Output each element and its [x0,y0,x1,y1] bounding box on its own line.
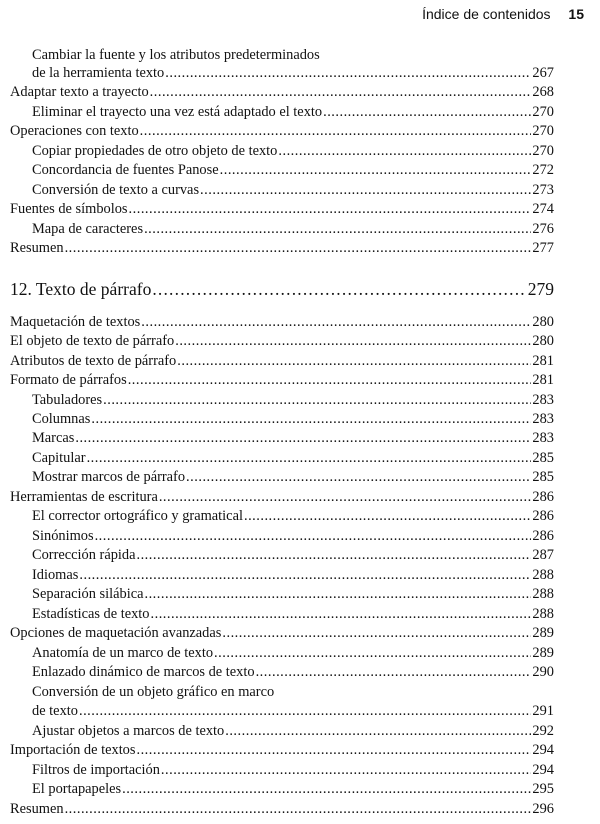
toc-entry [32,546,554,564]
toc-entry [32,644,554,662]
toc-page: 294 [532,742,554,758]
toc-entry-first-line: Cambiar la fuente y los atributos predeterminados [32,47,320,63]
toc-label: 12. Texto de párrafo [10,279,152,299]
dot-leader [161,761,532,779]
toc-label: Concordancia de fuentes Panose [32,162,219,178]
toc-label: Adaptar texto a trayecto [10,84,149,100]
dot-leader [79,566,531,584]
dot-leader [144,585,531,603]
toc-page: 283 [532,430,554,446]
toc-entry [32,220,554,238]
toc-entry [10,332,554,350]
dot-leader [323,103,531,121]
dot-leader [222,624,531,642]
toc-label: Filtros de importación [32,762,160,778]
toc-label: de texto [32,703,78,719]
toc-label: Marcas [32,430,75,446]
toc-label: Sinónimos [32,528,94,544]
dot-leader [65,239,532,257]
toc-label: Opciones de maquetación avanzadas [10,625,222,641]
toc-page: 272 [532,162,554,178]
toc-label: Copiar propiedades de otro objeto de texto [32,143,278,159]
toc-page: 288 [532,606,554,622]
dot-leader [150,83,532,101]
toc-label: Capitular [32,450,86,466]
toc-page: 291 [532,703,554,719]
toc-entry [32,429,554,447]
toc-label: El corrector ortográfico y gramatical [32,508,243,524]
dot-leader [256,663,532,681]
toc-label: Ajustar objetos a marcos de texto [32,723,225,739]
dot-leader [244,507,531,525]
dot-leader [91,410,531,428]
toc-page: 285 [532,469,554,485]
toc-page: 288 [532,586,554,602]
toc-label: de la herramienta texto [32,65,165,81]
toc-page: 281 [532,372,554,388]
toc-entry [10,200,554,218]
toc-label: Resumen [10,240,64,256]
toc-page: 267 [532,65,554,81]
toc-page: 285 [532,450,554,466]
dot-leader [87,449,532,467]
toc-label: Operaciones con texto [10,123,139,139]
toc-label: Mostrar marcos de párrafo [32,469,186,485]
toc-entry [32,64,554,82]
toc-label: Fuentes de símbolos [10,201,128,217]
toc-entry [32,449,554,467]
toc-page: 286 [532,528,554,544]
toc-label: Corrección rápida [32,547,136,563]
toc-label: Mapa de caracteres [32,221,144,237]
toc-label: Formato de párrafos [10,372,127,388]
toc-label: Separación silábica [32,586,144,602]
toc-entry [32,585,554,603]
toc-entry [10,83,554,101]
toc-page: 292 [532,723,554,739]
toc-page: 286 [532,508,554,524]
toc-label: El portapapeles [32,781,122,797]
toc-page: 276 [532,221,554,237]
toc-page: 279 [527,279,554,299]
toc-entry [32,566,554,584]
toc-page: 289 [532,645,554,661]
toc-page: 280 [532,333,554,349]
toc-entry-first-line: Conversión de un objeto gráfico en marco [32,684,275,700]
dot-leader [214,644,531,662]
toc-page: 280 [532,314,554,330]
toc-entry [10,371,554,389]
toc-entry [32,780,554,798]
toc-entry [32,507,554,525]
toc-page: 268 [532,84,554,100]
dot-leader [152,278,526,300]
toc-entry [32,391,554,409]
dot-leader [136,741,531,759]
toc-entry [32,761,554,779]
toc-entry [10,624,554,642]
dot-leader [79,702,531,720]
toc-entry [10,352,554,370]
page-number: 15 [568,6,584,22]
toc-page: 296 [532,801,554,817]
toc-page: 273 [532,182,554,198]
toc-entry [10,239,554,257]
toc-entry [32,605,554,623]
dot-leader [278,142,531,160]
toc-page: 289 [532,625,554,641]
toc-label: Conversión de texto a curvas [32,182,200,198]
toc-label: Importación de textos [10,742,136,758]
dot-leader [122,780,531,798]
toc-page: 283 [532,392,554,408]
dot-leader [200,181,531,199]
toc-page: 270 [532,143,554,159]
toc-label: Eliminar el trayecto una vez está adaptado el texto [32,104,323,120]
running-header [422,6,584,22]
toc-page: 286 [532,489,554,505]
toc-entry [10,488,554,506]
toc-page: 270 [532,123,554,139]
dot-leader [136,546,531,564]
toc-entry [10,313,554,331]
dot-leader [225,722,531,740]
toc-page: 287 [532,547,554,563]
toc-page: 295 [532,781,554,797]
dot-leader [128,371,532,389]
toc-page: 281 [532,353,554,369]
toc-label: Maquetación de textos [10,314,141,330]
dot-leader [65,800,532,818]
toc-entry [10,122,554,140]
toc-entry [32,722,554,740]
toc-label: Idiomas [32,567,79,583]
dot-leader [175,332,531,350]
toc-page: 270 [532,104,554,120]
toc-label: Anatomía de un marco de texto [32,645,214,661]
toc-entry [10,800,554,818]
toc-page: 294 [532,762,554,778]
toc-label: Enlazado dinámico de marcos de texto [32,664,255,680]
dot-leader [144,220,531,238]
toc-label: Tabuladores [32,392,103,408]
dot-leader [75,429,531,447]
toc-page: 277 [532,240,554,256]
toc-label: Estadísticas de texto [32,606,150,622]
dot-leader [141,313,531,331]
toc-entry [32,527,554,545]
toc-chapter-heading [10,278,554,300]
dot-leader [95,527,532,545]
toc-label: Herramientas de escritura [10,489,158,505]
toc-page: 290 [532,664,554,680]
toc-entry [32,181,554,199]
dot-leader [129,200,532,218]
toc-label: Atributos de texto de párrafo [10,353,177,369]
running-header-title: Índice de contenidos [422,6,551,22]
dot-leader [177,352,531,370]
toc-label: Resumen [10,801,64,817]
toc-entry [32,410,554,428]
toc-page: 288 [532,567,554,583]
toc-label: El objeto de texto de párrafo [10,333,175,349]
toc-entry [32,161,554,179]
dot-leader [165,64,531,82]
toc-page: 274 [532,201,554,217]
dot-leader [140,122,532,140]
toc-label: Columnas [32,411,91,427]
dot-leader [186,468,531,486]
dot-leader [151,605,532,623]
toc-entry [10,741,554,759]
toc-page: 283 [532,411,554,427]
toc-entry [32,142,554,160]
toc-entry [32,103,554,121]
dot-leader [103,391,531,409]
toc-entry [32,468,554,486]
dot-leader [159,488,532,506]
toc-entry [32,702,554,720]
dot-leader [220,161,532,179]
toc-entry [32,663,554,681]
